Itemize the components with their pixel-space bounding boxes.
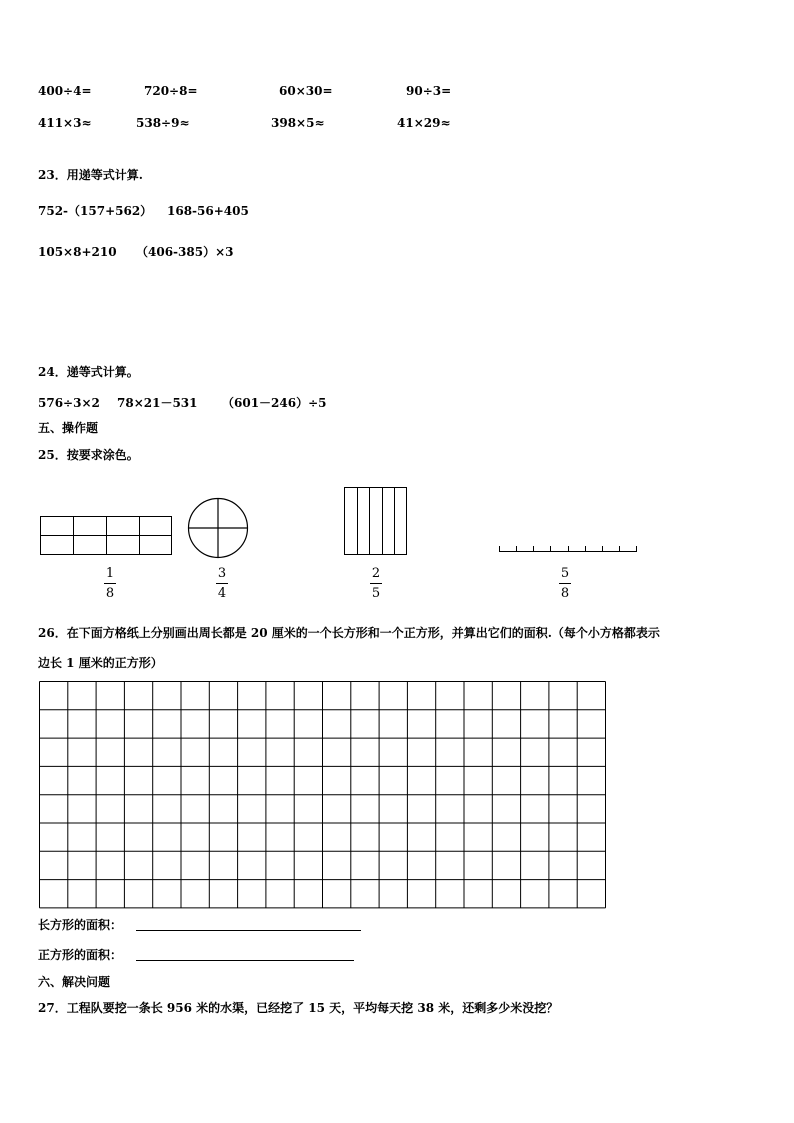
fraction-numerator: 1 [105,566,115,581]
q26-text-line2: 边长 1 厘米的正方形） [38,656,163,670]
q22-item: 398×5≈ [271,116,325,130]
q27-text: 27．工程队要挖一条长 956 米的水渠，已经挖了 15 天，平均每天挖 38 米，还剩多少米没挖？ [38,1001,559,1015]
fraction-denominator: 4 [217,586,227,601]
q22-item: 90÷3= [406,84,452,98]
fraction-numerator: 2 [371,566,381,581]
fraction-denominator: 8 [560,586,570,601]
square-area-label: 正方形的面积： [38,948,123,962]
q24-title: 24．递等式计算。 [38,365,139,379]
q23-expression: 105×8+210 [38,245,117,259]
q22-item: 400÷4= [38,84,92,98]
rectangle-area-answer-line[interactable] [136,930,361,931]
q22-item: 411×3≈ [38,116,92,130]
q23-expression: （406-385）×3 [136,245,234,259]
square-area-answer-line[interactable] [136,960,354,961]
fraction-numerator: 5 [560,566,570,581]
section-title: 五、操作题 [38,421,99,435]
fraction-denominator: 8 [105,586,115,601]
section-title: 六、解决问题 [38,975,111,989]
q22-item: 538÷9≈ [136,116,190,130]
q24-expression: 78×21－531 [117,396,198,410]
q23-title: 23．用递等式计算. [38,168,143,182]
q24-expression: （601－246）÷5 [222,396,327,410]
fraction-denominator: 5 [371,586,381,601]
q26-text-line1: 26．在下面方格纸上分别画出周长都是 20 厘米的一个长方形和一个正方形，并算出它们的面积.（每个小方格都表示 [38,626,660,640]
rectangle-area-label: 长方形的面积： [38,918,123,932]
q22-item: 41×29≈ [397,116,451,130]
q23-expression: 168-56+405 [167,204,249,218]
q24-expression: 576÷3×2 [38,396,100,410]
q22-item: 60×30= [279,84,333,98]
q25-title: 25．按要求涂色。 [38,448,139,462]
q22-item: 720÷8= [144,84,198,98]
q23-expression: 752-（157+562） [38,204,153,218]
fraction-numerator: 3 [217,566,227,581]
